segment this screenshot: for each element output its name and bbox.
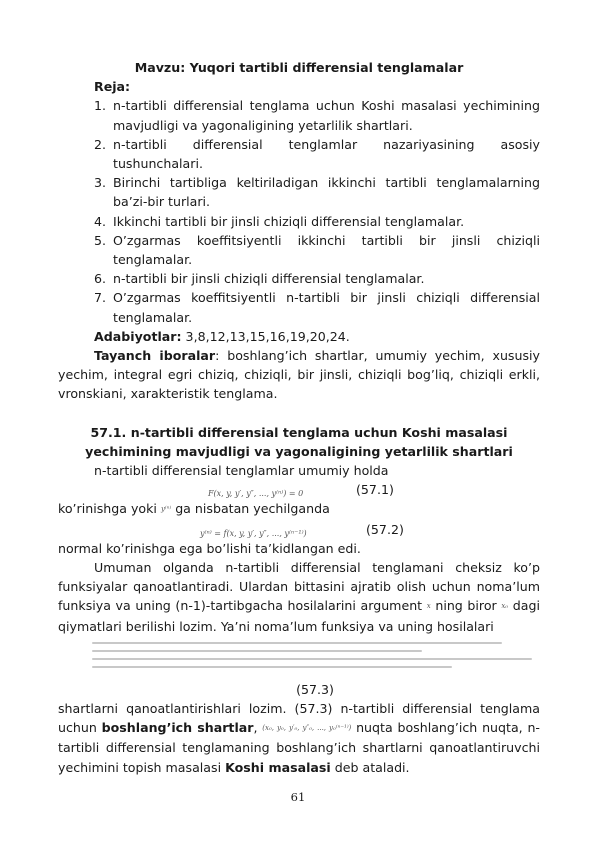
formula-inline: (x₀, y₀, y′₀, y″₀, ..., y₀⁽ⁿ⁻¹⁾) [262, 724, 352, 733]
plan-item [94, 231, 540, 269]
keywords-label: Tayanch iboralar [94, 348, 216, 364]
plan-item-number: 1. [94, 98, 107, 114]
plan-item-text: O’zgarmas koeffitsiyentli ikkinchi tartibli bir jinsli chiziqli tenglamalar. [113, 232, 540, 268]
intro-text: n-tartibli differensial tenglamlar umumiy holda [94, 463, 389, 479]
text-span: , [253, 720, 258, 736]
plan-item-number: 7. [94, 290, 107, 306]
formula-line [92, 666, 452, 668]
plan-item-number: 6. [94, 271, 107, 287]
text-span: ning biror [435, 598, 497, 614]
text-span: deb ataladi. [334, 759, 410, 775]
text-span: ko’rinishga yoki [58, 501, 157, 517]
keywords-paragraph [58, 346, 540, 404]
equation-number: (57.3) [296, 681, 334, 697]
section-title [58, 423, 540, 461]
section-title-line: yechimining mavjudligi va yagonaligining yetarlilik shartlari [85, 443, 513, 459]
plan-item [94, 288, 540, 326]
plan-item-text: n-tartibli bir jinsli chiziqli differensial tenglamalar. [113, 271, 425, 287]
plan-list [58, 96, 540, 326]
document-page [58, 58, 540, 777]
formula-expression: y⁽ⁿ⁾ = f(x, y, y′, y″, ..., y⁽ⁿ⁻¹⁾) [200, 528, 307, 538]
formula-line [92, 650, 422, 652]
plan-heading: Reja: [94, 79, 131, 95]
equation-number: (57.2) [366, 521, 404, 537]
text-span: ga nisbatan yechilganda [175, 501, 330, 517]
plan-item-number: 3. [94, 175, 107, 191]
plan-item-text: O’zgarmas koeffitsiyentli n-tartibli bir jinsli chiziqli differensial tenglamalar. [113, 290, 540, 325]
bold-term: Koshi masalasi [225, 759, 331, 775]
formula-inline: x [426, 602, 431, 611]
keywords-text: : boshlang’ich shartlar, umumiy yechim, xususiy yechim, integral egri chiziq, chiziqli, bir jinsli, chiziqli bog’liq, chiziqli erkli, vronskiani, xarakteristik tenglama. [58, 348, 540, 402]
plan-item [94, 173, 540, 211]
plan-item-text: n-tartibli differensial tenglamlar nazariyasining asosiy tushunchalari. [113, 136, 540, 172]
text-line: normal ko’rinishga ega bo’lishi ta’kidlangan edi. [58, 540, 361, 556]
formula-expression: F(x, y, y′, y″, ..., y⁽ⁿ⁾) = 0 [208, 489, 304, 499]
plan-item-text: n-tartibli differensial tenglama uchun Koshi masalasi yechimining mavjudligi va yagonaligining yetarlilik shartlari. [113, 98, 540, 133]
page-title: Mavzu: Yuqori tartibli differensial tenglamalar [134, 60, 464, 75]
formula-line [92, 642, 502, 644]
text-span: nuqta boshlang’ich nuqta, n-tartibli differensial tenglamaning boshlang’ich shartlarni qanoatlantiruvchi yechimini topish masalasi [58, 720, 540, 775]
formula-57-2 [58, 520, 540, 539]
bold-term: boshlang’ich shartlar [101, 720, 254, 736]
literature-line [58, 327, 540, 346]
equation-number: (57.1) [356, 482, 394, 498]
plan-item-text: Birinchi tartibliga keltiriladigan ikkinchi tartibli tenglamalarning ba’zi-bir turlari. [113, 175, 540, 210]
formula-inline: y⁽ⁿ⁾ [160, 505, 172, 514]
section-title-line: 57.1. n-tartibli differensial tenglama uchun Koshi masalasi [90, 424, 508, 440]
formula-line [92, 658, 532, 660]
text-span: dagi qiymatlari berilishi lozim. Ya’ni noma’lum funksiya va uning hosilalari [58, 598, 540, 634]
literature-label: Adabiyotlar: [94, 328, 182, 344]
text-span: Umuman olganda n-tartibli differensial tenglamani cheksiz ko’p funksiyalar qanoatlantiradi. Ulardan bittasini ajratib olish uchun noma’lum funksiya va uning (n-1)-tartibgacha hosilalarini argument [58, 560, 540, 614]
plan-item [94, 135, 540, 173]
plan-item-text: Ikkinchi tartibli bir jinsli chiziqli differensial tenglamalar. [113, 213, 465, 229]
plan-item [94, 96, 540, 134]
formula-inline: x₀ [501, 602, 509, 611]
text-span: shartlarni qanoatlantirishlari lozim. (57.3) n-tartibli differensial tenglama uchun [58, 701, 540, 736]
literature-text: 3,8,12,13,15,16,19,20,24. [181, 328, 350, 344]
paragraph [58, 558, 540, 636]
page-number: 61 [290, 790, 306, 804]
plan-item-number: 4. [94, 213, 107, 229]
formula-57-1 [58, 480, 540, 499]
plan-item-number: 2. [94, 136, 107, 152]
plan-item [94, 269, 540, 288]
paragraph [58, 699, 540, 777]
initial-conditions-formula [58, 636, 540, 680]
plan-item-number: 5. [94, 232, 107, 248]
plan-item [94, 212, 540, 231]
